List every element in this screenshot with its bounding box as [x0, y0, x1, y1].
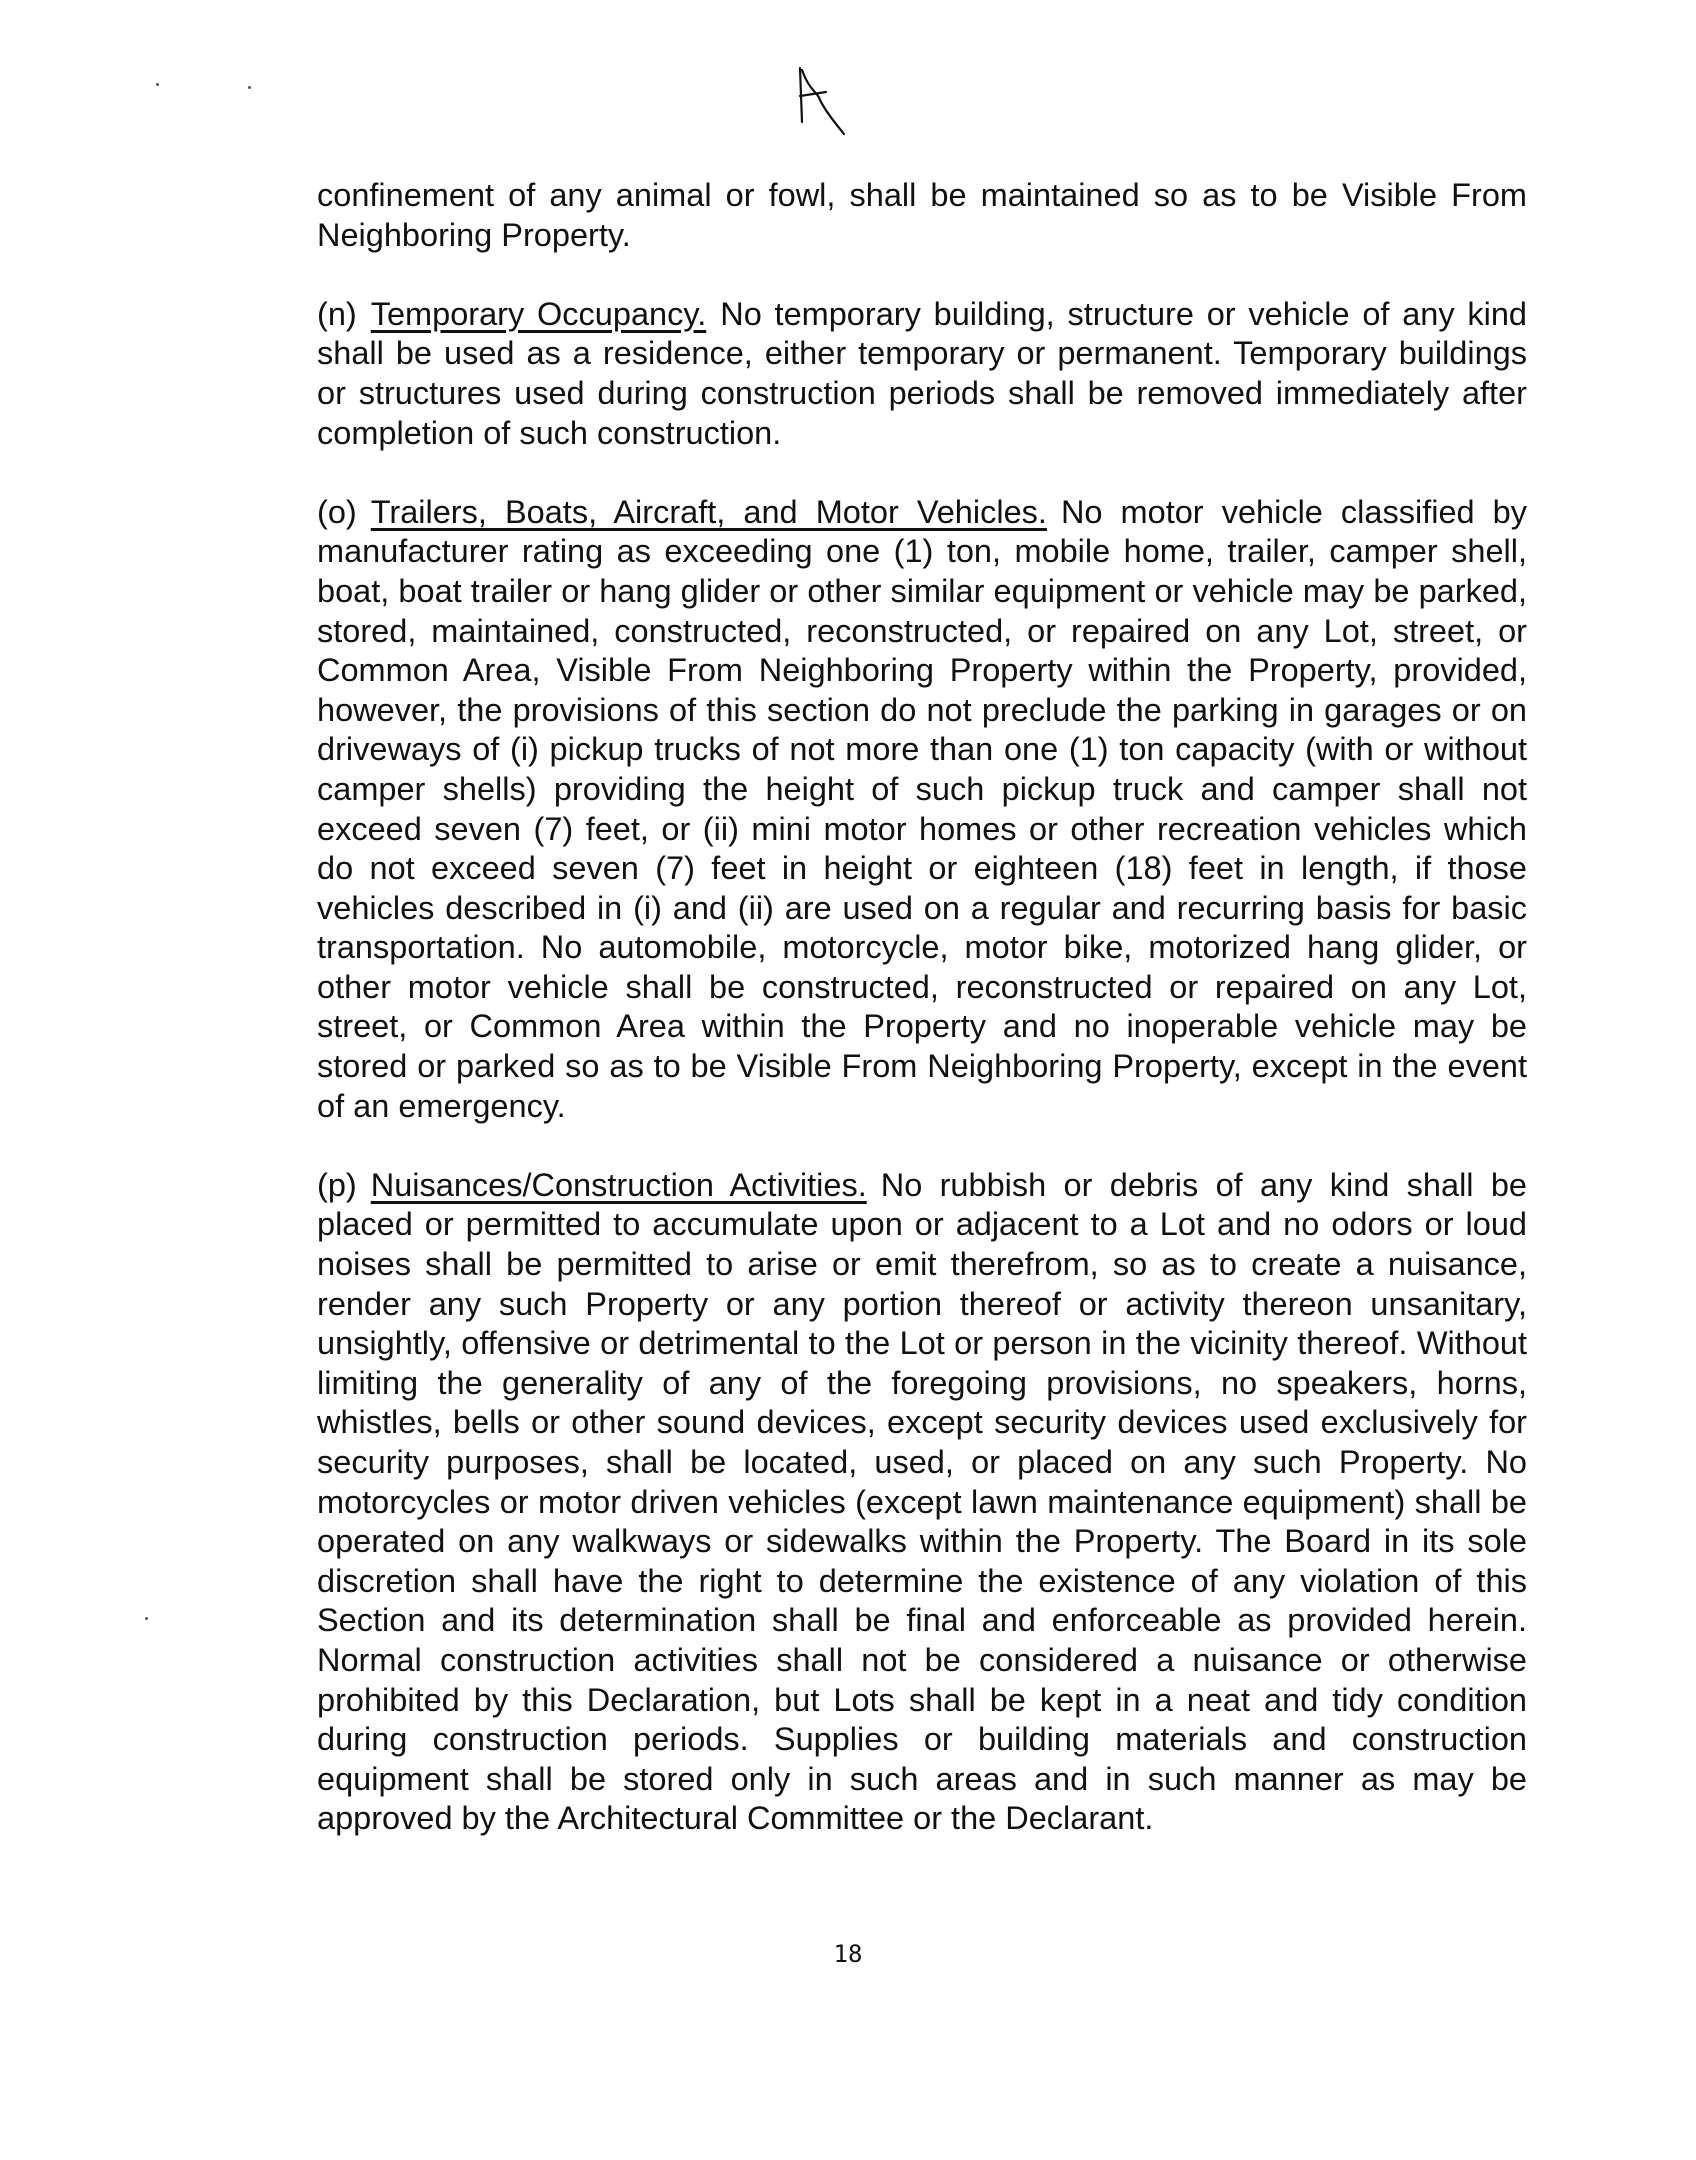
- paragraph-label: (p): [317, 1166, 357, 1203]
- paragraph-heading: Trailers, Boats, Aircraft, and Motor Vehicles.: [370, 493, 1047, 530]
- paragraph-text: confinement of any animal or fowl, shall be maintained so as to be Visible From Neighboring Property.: [317, 177, 1527, 253]
- paragraph-label: (o): [317, 493, 357, 530]
- document-body: [317, 176, 1527, 1879]
- paragraph-text: No motor vehicle classified by manufacturer rating as exceeding one (1) ton, mobile home, trailer, camper shell, boat, boat trailer or hang glider or other similar equipment or vehicle may be parked, stored, maintained, constructed, reconstructed, or repaired on any Lot, street, or Common Area, Visible From Neighboring Property within the Property, provided, however, the provisions of this section do not preclude the parking in garages or on driveways of (i) pickup trucks of not more than one (1) ton capacity (with or without camper shells) providing the height of such pickup truck and camper shall not exceed seven (7) feet, or (ii) mini motor homes or other recreation vehicles which do not exceed seven (7) feet in height or eighteen (18) feet in length, if those vehicles described in (i) and (ii) are used on a regular and recurring basis for basic transportation. No automobile, motorcycle, motor bike, motorized hang glider, or other motor vehicle shall be constructed, reconstructed or repaired on any Lot, street, or Common Area within the Property and no inoperable vehicle may be stored or parked so as to be Visible From Neighboring Property, except in the event of an emergency.: [317, 493, 1527, 1124]
- paragraph-label: (n): [317, 295, 357, 332]
- paragraph-continuation: [317, 176, 1527, 255]
- handwritten-letter-a-mark: [792, 62, 852, 142]
- paragraph-text: No rubbish or debris of any kind shall be placed or permitted to accumulate upon or adjacent to a Lot and no odors or loud noises shall be permitted to arise or emit therefrom, so as to create a nuisance, render any such Property or any portion thereof or activity thereon unsanitary, unsightly, offensive or detrimental to the Lot or person in the vicinity thereof. Without limiting the generality of any of the foregoing provisions, no speakers, horns, whistles, bells or other sound devices, except security devices used exclusively for security purposes, shall be located, used, or placed on any such Property. No motorcycles or motor driven vehicles (except lawn maintenance equipment) shall be operated on any walkways or sidewalks within the Property. The Board in its sole discretion shall have the right to determine the existence of any violation of this Section and its determination shall be final and enforceable as provided herein. Normal construction activities shall not be considered a nuisance or otherwise prohibited by this Declaration, but Lots shall be kept in a neat and tidy condition during construction periods. Supplies or building materials and construction equipment shall be stored only in such areas and in such manner as may be approved by the Architectural Committee or the Declarant.: [317, 1166, 1527, 1837]
- scan-speck: [156, 83, 159, 86]
- paragraph-text: No temporary building, structure or vehicle of any kind shall be used as a residence, either temporary or permanent. Temporary buildings or structures used during construction periods shall be removed immediately after completion of such construction.: [317, 295, 1527, 451]
- scan-speck: [248, 86, 251, 89]
- page-number: 18: [833, 1940, 863, 1968]
- paragraph-o-trailers-boats: [317, 493, 1527, 1127]
- paragraph-heading: Temporary Occupancy.: [370, 295, 707, 332]
- paragraph-p-nuisances: [317, 1166, 1527, 1839]
- scan-speck: [145, 1617, 148, 1620]
- paragraph-n-temporary-occupancy: [317, 295, 1527, 453]
- paragraph-heading: Nuisances/Construction Activities.: [370, 1166, 867, 1203]
